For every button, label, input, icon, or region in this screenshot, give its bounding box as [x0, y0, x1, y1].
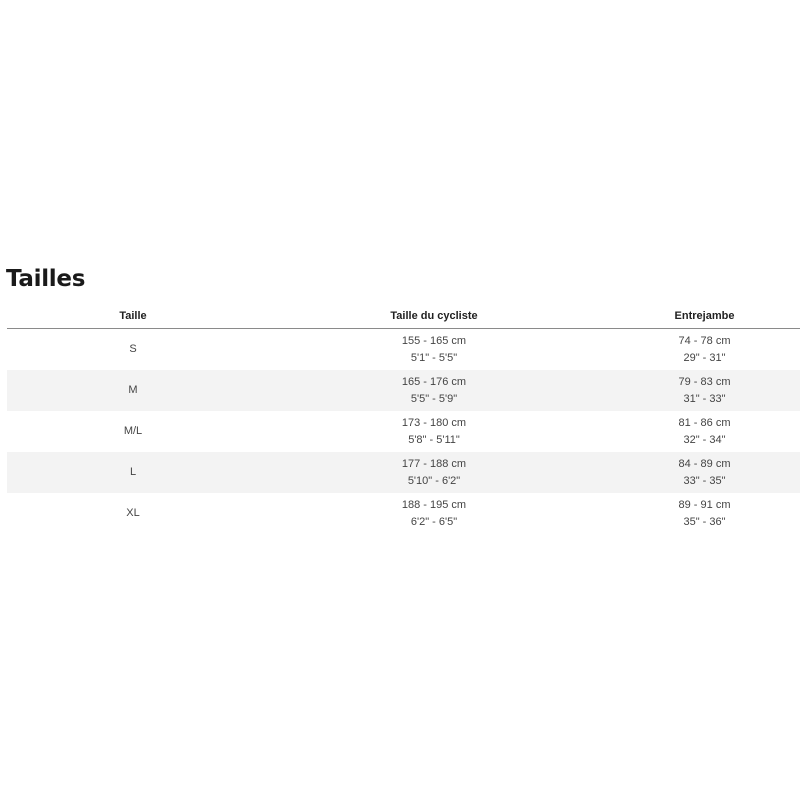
inseam-cell [609, 329, 800, 371]
header-rider-height: Taille du cycliste [259, 304, 609, 329]
inseam-cm: 79 - 83 cm [678, 375, 731, 388]
table-body [7, 329, 800, 535]
inseam-in: 35" - 36" [683, 515, 726, 528]
rider-height-cell [259, 411, 609, 452]
size-chart-table [7, 304, 800, 534]
height-ft: 5'10" - 6'2" [407, 474, 461, 487]
rider-height-cell [259, 452, 609, 493]
height-cm: 165 - 176 cm [401, 375, 467, 388]
table-row [7, 411, 800, 452]
height-ft: 5'8" - 5'11" [408, 433, 460, 446]
size-cell: S [129, 343, 137, 355]
height-ft: 5'5" - 5'9" [410, 392, 458, 405]
inseam-cell [609, 493, 800, 534]
inseam-cm: 89 - 91 cm [678, 498, 731, 511]
height-cm: 177 - 188 cm [401, 457, 467, 470]
size-cell: L [7, 452, 259, 493]
inseam-cell [609, 452, 800, 493]
header-inseam: Entrejambe [609, 304, 800, 329]
table-row [7, 452, 800, 493]
inseam-cell [609, 411, 800, 452]
inseam-cm: 84 - 89 cm [678, 457, 731, 470]
table-header [7, 304, 800, 329]
size-cell: M [7, 370, 259, 411]
inseam-cm: 81 - 86 cm [678, 416, 731, 429]
height-cm: 188 - 195 cm [401, 498, 467, 511]
inseam-in: 29" - 31" [683, 351, 726, 364]
height-cm: 173 - 180 cm [401, 416, 467, 429]
height-cm: 155 - 165 cm [401, 334, 467, 347]
table-row [7, 329, 800, 371]
rider-height-cell [259, 329, 609, 371]
inseam-cm: 74 - 78 cm [678, 334, 731, 347]
inseam-in: 32" - 34" [683, 433, 726, 446]
table-row [7, 370, 800, 411]
inseam-cell [609, 370, 800, 411]
size-cell: XL [126, 507, 140, 519]
inseam-in: 33" - 35" [683, 474, 726, 487]
table-header-row [7, 304, 800, 329]
inseam-in: 31" - 33" [683, 392, 726, 405]
header-size: Taille [7, 304, 259, 329]
rider-height-cell [259, 493, 609, 534]
rider-height-cell [259, 370, 609, 411]
size-cell: M/L [123, 425, 143, 437]
table-row [7, 493, 800, 534]
height-ft: 5'1" - 5'5" [410, 351, 458, 364]
page-title: Tailles [6, 266, 86, 292]
height-ft: 6'2" - 6'5" [410, 515, 458, 528]
